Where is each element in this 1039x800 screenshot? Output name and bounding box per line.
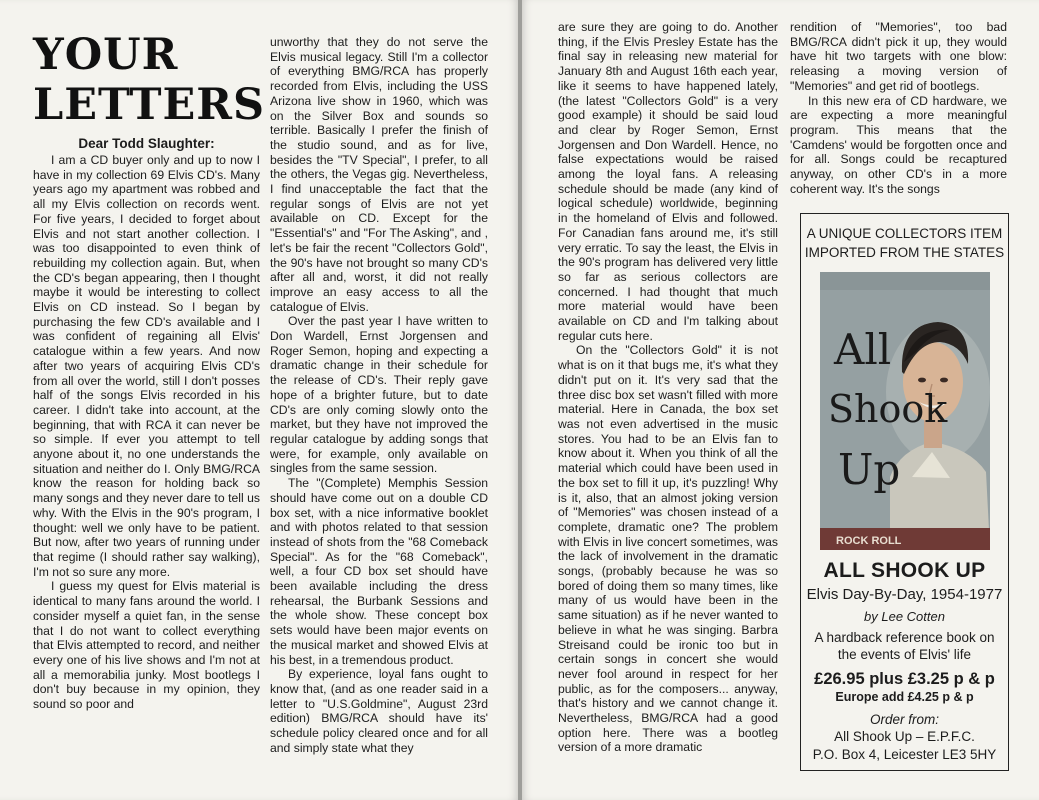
letter-paragraph: I am a CD buyer only and up to now I have in my collection 69 Elvis CD's. Many years ago my apartment was robbed and all my Elvis collection on records went. For five years, I decided to forget about Elvis and not start another collection. I was too disappointed to even think of rebuilding my collection again. But, when the CD's began appearing, then I thought maybe it would be interesting to collect Elvis on CD instead. So I began by purchasing the few CD's available and I was confident of regaining all Elvis' catalogue within a few years. And now after two years of acquiring Elvis CD's from all over the world, still I don't posses half of the songs Elvis recorded in his career. I didn't take into account, at the beginning, that with RCA it can never be so simple. If ever you attempt to tell anyone about it, no one understands the situation and neither do I. Only BMG/RCA know the reason for holding back so many songs and they never dare to tell us why. With the Elvis in the 90's program, I thought: well we only have to be patient. But now, after two years of running under that regime (I should rather say walking), I'm not so sure any more. <box>33 153 260 579</box>
letter-paragraph: unworthy that they do not serve the Elvis musical legacy. Still I'm a collector of everything BMG/RCA has properly recorded from Elvis, including the USS Arizona live show in 1960, which was on the Silver Box and sounds so terrible. Basically I prefer the finish of the studio sound, and as for live, besides the "TV Special", I prefer, to all the others, the Vegas gig. Nevertheless, I find unacceptable the fact that the regular songs of Elvis are not yet available on CD. Except for the "Essential's" and "For The Asking", and , let's be fair the recent "Collectors Gold", the 90's have not brought so many CD's after all and, worst, it did not really improve an easy access to all the catalogue of Elvis. <box>270 35 488 314</box>
advert-address <box>801 728 1008 764</box>
page-title-line-2: LETTERS <box>33 80 266 130</box>
cover-title-word-1: All <box>833 325 891 374</box>
advert-order-label: Order from: <box>869 712 939 727</box>
letter-paragraph: On the "Collectors Gold" it is not what is on it that bugs me, it's what they didn't put on it. It's very sad that the three disc box set wasn't filled with more material. Here in Canada, the box set was not even advertised in the music stores. You had to be an Elvis fan to know about it. When you think of all the material which could have been used in the box set to fill it up, it's puzzling! Why is it, also, that an almost joking version of "Memories" was chosen instead of a complete, dramatic one? The problem with Elvis in live concert sometimes, was the lack of involvement in the dramatic songs, (probably because he was so bored of doing them so many times, like many of us would have been in the same situation) as if he never wanted to believe in what he was singing. Barbra Streisand could be ironic too but in certain songs in concert she would never fool around in respect for her public, as for the composers... anyway, that's history and we cannot change it. Nevertheless, BMG/RCA had a good option here. There was a bootleg version of a more dramatic <box>558 343 778 755</box>
advert-description-line-1: A hardback reference book on <box>814 630 995 645</box>
advert-headline <box>801 224 1008 262</box>
letter-column-3 <box>558 20 778 755</box>
svg-text:ROCK ROLL: ROCK ROLL <box>835 535 901 547</box>
advert-book-title: ALL SHOOK UP <box>823 559 986 582</box>
book-advert <box>800 213 1009 771</box>
book-cover-art <box>820 272 990 550</box>
advert-price: £26.95 plus £3.25 p & p <box>814 670 995 688</box>
advert-description-line-2: the events of Elvis' life <box>837 647 972 662</box>
book-cover-image <box>820 272 990 550</box>
letter-paragraph: By experience, loyal fans ought to know that, (and as one reader said in a letter to "U.S.Goldmine", August 23rd edition) BMG/RCA should have its' schedule policy cleared once and for all and simply state what they <box>270 667 488 755</box>
letter-column-1 <box>33 30 266 712</box>
advert-description <box>801 629 1008 663</box>
page-title-line-1: YOUR <box>33 30 179 80</box>
letter-paragraph: Over the past year I have written to Don Wardell, Ernst Jorgensen and Roger Semon, hoping and expecting a dramatic change in their schedule for the release of CD's. Their reply gave hope of a brighter future, but to date CD's are only coming slowly onto the market, but they have not improved the regular catalogue by adding songs that were, for example, only available on singles from the same session. <box>270 314 488 476</box>
letter-paragraph: are sure they are going to do. Another thing, if the Elvis Presley Estate has the final say in releasing new material for January 8th and August 16th each year, like it seems to have happened lately, (the latest "Collectors Gold" is a very good example) it should be said loud and clear by Roger Semon, Ernst Jorgensen and Don Wardell. Hence, no false expectations would be raised among the loyal fans. A releasing schedule should be made (any kind of logical schedule) worldwide, beginning in the homeland of Elvis and followed. For Canadian fans around me, it's still very erratic. To say the least, the Elvis in the 90's program has delivered very little so far as serious collectors are concerned. I had thought that much more material would have been available on CD and I'm talking about regular cuts here. <box>558 20 778 343</box>
advert-headline-line-2: IMPORTED FROM THE STATES <box>804 245 1005 260</box>
advert-headline-line-1: A UNIQUE COLLECTORS ITEM <box>806 226 1003 241</box>
letter-column-2 <box>270 35 488 755</box>
letter-salutation: Dear Todd Slaughter: <box>78 136 215 151</box>
letter-paragraph: In this new era of CD hardware, we are expecting a more meaningful program. This means that the 'Camdens' would be forgotten once and for all. Songs could be recaptured anyway, on other CD's in a more coherent way. It's the songs <box>790 93 1007 196</box>
advert-europe-postage: Europe add £4.25 p & p <box>835 690 974 704</box>
advert-book-author: by Lee Cotten <box>864 609 945 624</box>
page-title <box>33 30 266 130</box>
advert-address-line-2: P.O. Box 4, Leicester LE3 5HY <box>812 747 997 762</box>
advert-book-subtitle: Elvis Day-By-Day, 1954-1977 <box>806 586 1003 603</box>
letter-column-4 <box>790 20 1007 196</box>
letter-paragraph: The "(Complete) Memphis Session should have come out on a double CD box set, with a nice informative booklet and with photos related to that session instead of shots from the "68 Comeback Special". As for the "68 Comeback", well, a four CD box set should have been available including the dress rehearsal, the Burbank Sessions and the whole show. These concept box sets would have been major events on the musical market and showed Elvis at his best, in a tremendous product. <box>270 476 488 667</box>
cover-title-word-2: Shook <box>827 387 947 431</box>
letter-paragraph: I guess my quest for Elvis material is identical to many fans around the world. I consider myself a quiet fan, in the sense that I do not want to collect everything that Elvis attempted to record, and neither every one of his live shows and I'm not at all a memorabilia junky. Most bootlegs I don't buy because in my opinion, they sound so poor and <box>33 579 260 712</box>
cover-title-word-3: Up <box>837 445 900 494</box>
advert-address-line-1: All Shook Up – E.P.F.C. <box>834 729 975 744</box>
letter-paragraph: rendition of "Memories", too bad BMG/RCA didn't pick it up, they would have hit two targets with one blow: releasing a moving version of "Memories" and get rid of bootlegs. <box>790 20 1007 93</box>
